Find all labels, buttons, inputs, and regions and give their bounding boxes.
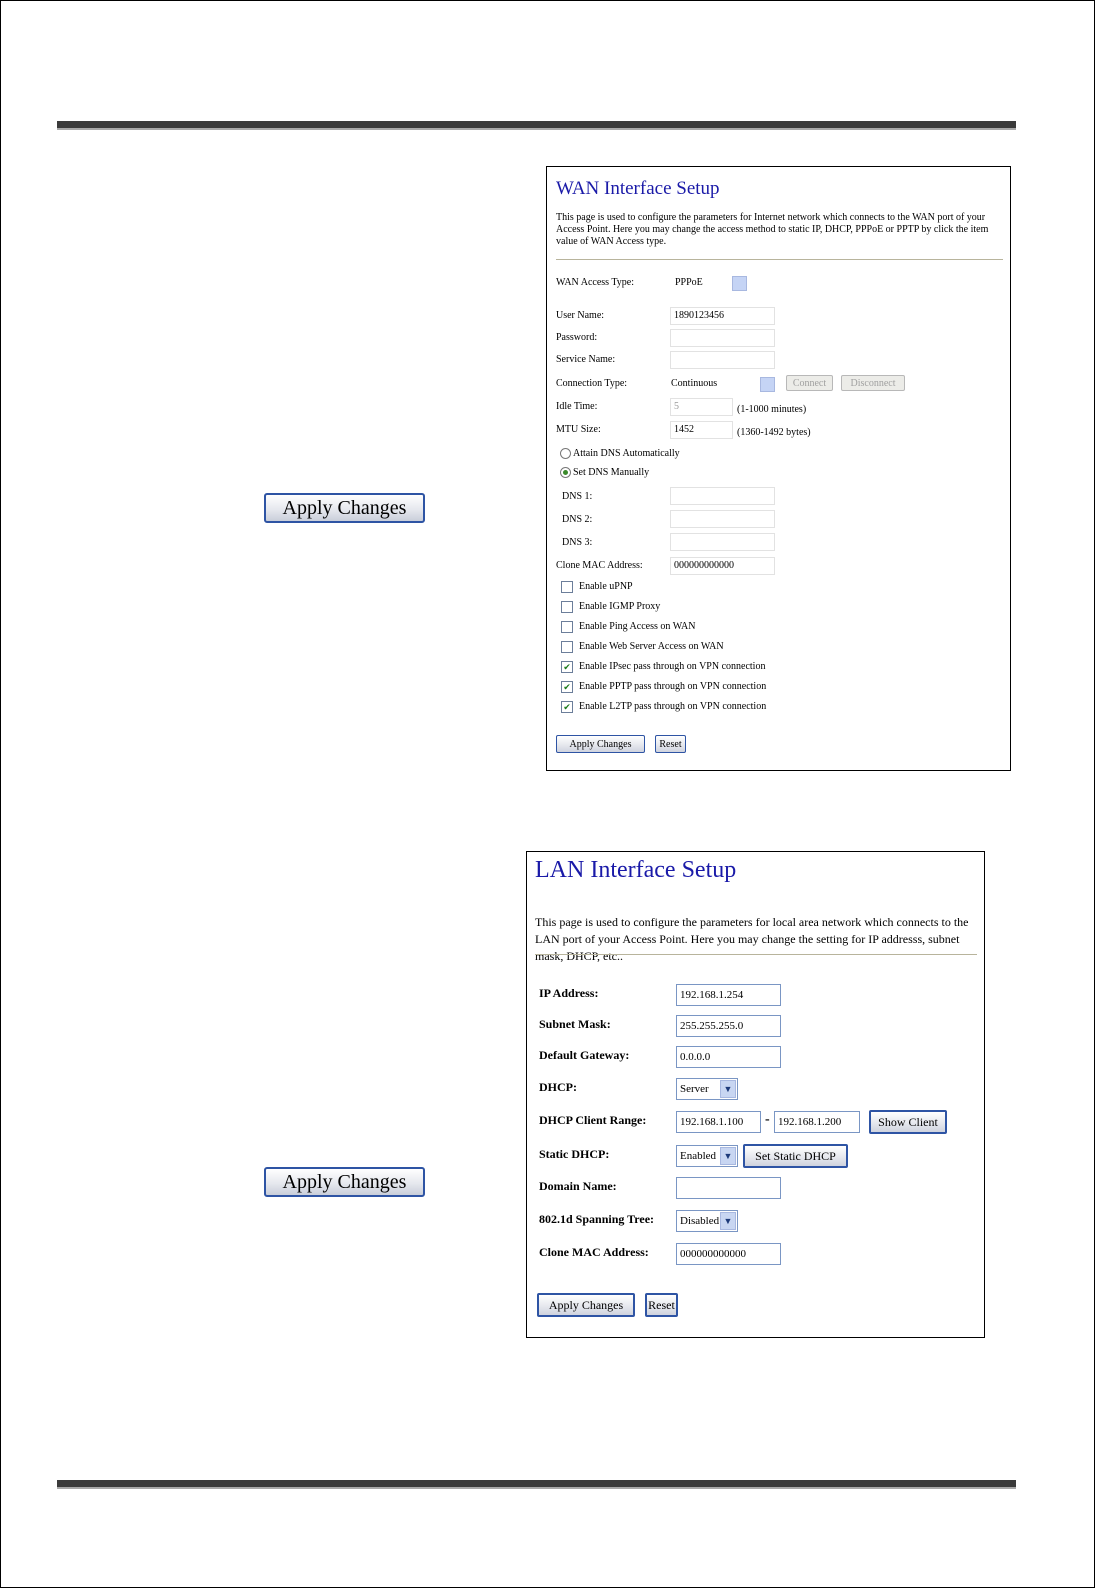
static-dhcp-value: Enabled: [680, 1150, 717, 1162]
static-dhcp-select[interactable]: [676, 1145, 738, 1167]
spanning-tree-value: Disabled: [680, 1215, 720, 1227]
dns1-label: DNS 1:: [562, 491, 593, 502]
service-name-input[interactable]: [670, 351, 775, 369]
dns-manual-label: Set DNS Manually: [573, 467, 650, 478]
lan-clone-mac-label: Clone MAC Address:: [539, 1245, 649, 1259]
lan-apply-button[interactable]: Apply Changes: [537, 1293, 635, 1317]
show-client-button[interactable]: Show Client: [869, 1110, 947, 1134]
dns3-input[interactable]: [670, 533, 775, 551]
ip-address-input[interactable]: 192.168.1.254: [676, 984, 781, 1006]
idle-time-input[interactable]: 5: [670, 398, 733, 416]
enable-ping-checkbox[interactable]: [561, 621, 573, 633]
default-gateway-label: Default Gateway:: [539, 1048, 630, 1062]
connection-type-select[interactable]: [671, 376, 776, 392]
wan-apply-button[interactable]: Apply Changes: [556, 735, 645, 753]
enable-ping-label: Enable Ping Access on WAN: [579, 621, 696, 632]
dns-manual-radio[interactable]: [560, 467, 571, 478]
user-name-input[interactable]: 1890123456: [670, 307, 775, 325]
dns1-input[interactable]: [670, 487, 775, 505]
connection-type-value: Continuous: [671, 378, 718, 389]
wan-reset-button[interactable]: Reset: [655, 735, 686, 753]
lan-side-apply-button[interactable]: Apply Changes: [264, 1167, 425, 1197]
wan-setup-panel: [546, 166, 1011, 771]
wan-divider: [556, 259, 1003, 260]
enable-upnp-label: Enable uPNP: [579, 581, 633, 592]
chevron-down-icon: ▼: [720, 1147, 736, 1165]
idle-time-label: Idle Time:: [556, 401, 598, 412]
set-static-dhcp-button[interactable]: Set Static DHCP: [743, 1144, 848, 1168]
disconnect-button[interactable]: Disconnect: [841, 375, 905, 391]
wan-access-type-value: PPPoE: [675, 277, 703, 288]
enable-igmp-label: Enable IGMP Proxy: [579, 601, 661, 612]
lan-setup-panel: [526, 851, 985, 1338]
lan-clone-mac-input[interactable]: 000000000000: [676, 1243, 781, 1265]
enable-pptp-label: Enable PPTP pass through on VPN connection: [579, 681, 767, 692]
enable-web-server-label: Enable Web Server Access on WAN: [579, 641, 724, 652]
chevron-down-icon: ▼: [720, 1080, 736, 1098]
dns-auto-radio[interactable]: [560, 448, 571, 459]
lan-reset-button[interactable]: Reset: [645, 1293, 678, 1317]
password-input[interactable]: [670, 329, 775, 347]
domain-name-input[interactable]: [676, 1177, 781, 1199]
wan-access-type-select[interactable]: [675, 275, 745, 291]
service-name-label: Service Name:: [556, 354, 616, 365]
mtu-size-hint: (1360-1492 bytes): [737, 427, 811, 438]
lan-title: LAN Interface Setup: [535, 857, 737, 883]
dhcp-range-separator: -: [765, 1112, 770, 1127]
enable-pptp-checkbox[interactable]: ✔: [561, 681, 573, 693]
enable-igmp-checkbox[interactable]: [561, 601, 573, 613]
enable-web-server-checkbox[interactable]: [561, 641, 573, 653]
dhcp-range-start-input[interactable]: 192.168.1.100: [676, 1111, 761, 1133]
enable-l2tp-checkbox[interactable]: ✔: [561, 701, 573, 713]
connect-button[interactable]: Connect: [786, 375, 833, 391]
lan-description: This page is used to configure the parameters for local area network which connects to the LAN port of your Access Point. Here you may change the setting for IP addresss, subnet mask, DHCP, etc..: [535, 915, 969, 963]
default-gateway-input[interactable]: 0.0.0.0: [676, 1046, 781, 1068]
wan-clone-mac-input[interactable]: 000000000000: [670, 557, 775, 575]
wan-title: WAN Interface Setup: [556, 178, 720, 199]
idle-time-hint: (1-1000 minutes): [737, 404, 807, 415]
dhcp-select[interactable]: [676, 1078, 738, 1100]
dhcp-label: DHCP:: [539, 1080, 577, 1094]
ip-address-label: IP Address:: [539, 986, 599, 1000]
dhcp-value: Server: [680, 1083, 709, 1095]
bottom-rule: [57, 1480, 1016, 1489]
dns2-label: DNS 2:: [562, 514, 593, 525]
wan-access-type-label: WAN Access Type:: [556, 277, 634, 288]
subnet-mask-label: Subnet Mask:: [539, 1017, 611, 1031]
chevron-down-icon: [732, 276, 747, 291]
mtu-size-label: MTU Size:: [556, 424, 601, 435]
enable-ipsec-label: Enable IPsec pass through on VPN connection: [579, 661, 766, 672]
enable-upnp-checkbox[interactable]: [561, 581, 573, 593]
lan-divider: [535, 954, 977, 955]
dns-auto-label: Attain DNS Automatically: [573, 448, 680, 459]
mtu-size-input[interactable]: 1452: [670, 421, 733, 439]
dhcp-range-end-input[interactable]: 192.168.1.200: [774, 1111, 860, 1133]
user-name-label: User Name:: [556, 310, 605, 321]
password-label: Password:: [556, 332, 598, 343]
connection-type-label: Connection Type:: [556, 378, 628, 389]
wan-clone-mac-label: Clone MAC Address:: [556, 560, 643, 571]
wan-description: This page is used to configure the parameters for Internet network which connects to the WAN port of your Access Point. Here you may change the access method to static IP, DHCP, PPPoE or PPTP by click the item value of WAN Access type.: [556, 212, 989, 247]
dhcp-client-range-label: DHCP Client Range:: [539, 1113, 647, 1127]
enable-ipsec-checkbox[interactable]: ✔: [561, 661, 573, 673]
dns3-label: DNS 3:: [562, 537, 593, 548]
wan-side-apply-button[interactable]: Apply Changes: [264, 493, 425, 523]
spanning-tree-label: 802.1d Spanning Tree:: [539, 1212, 655, 1226]
subnet-mask-input[interactable]: 255.255.255.0: [676, 1015, 781, 1037]
spanning-tree-select[interactable]: [676, 1210, 738, 1232]
chevron-down-icon: [760, 377, 775, 392]
domain-name-label: Domain Name:: [539, 1179, 617, 1193]
dns2-input[interactable]: [670, 510, 775, 528]
static-dhcp-label: Static DHCP:: [539, 1147, 610, 1161]
top-rule: [57, 121, 1016, 130]
chevron-down-icon: ▼: [720, 1212, 736, 1230]
enable-l2tp-label: Enable L2TP pass through on VPN connection: [579, 701, 767, 712]
